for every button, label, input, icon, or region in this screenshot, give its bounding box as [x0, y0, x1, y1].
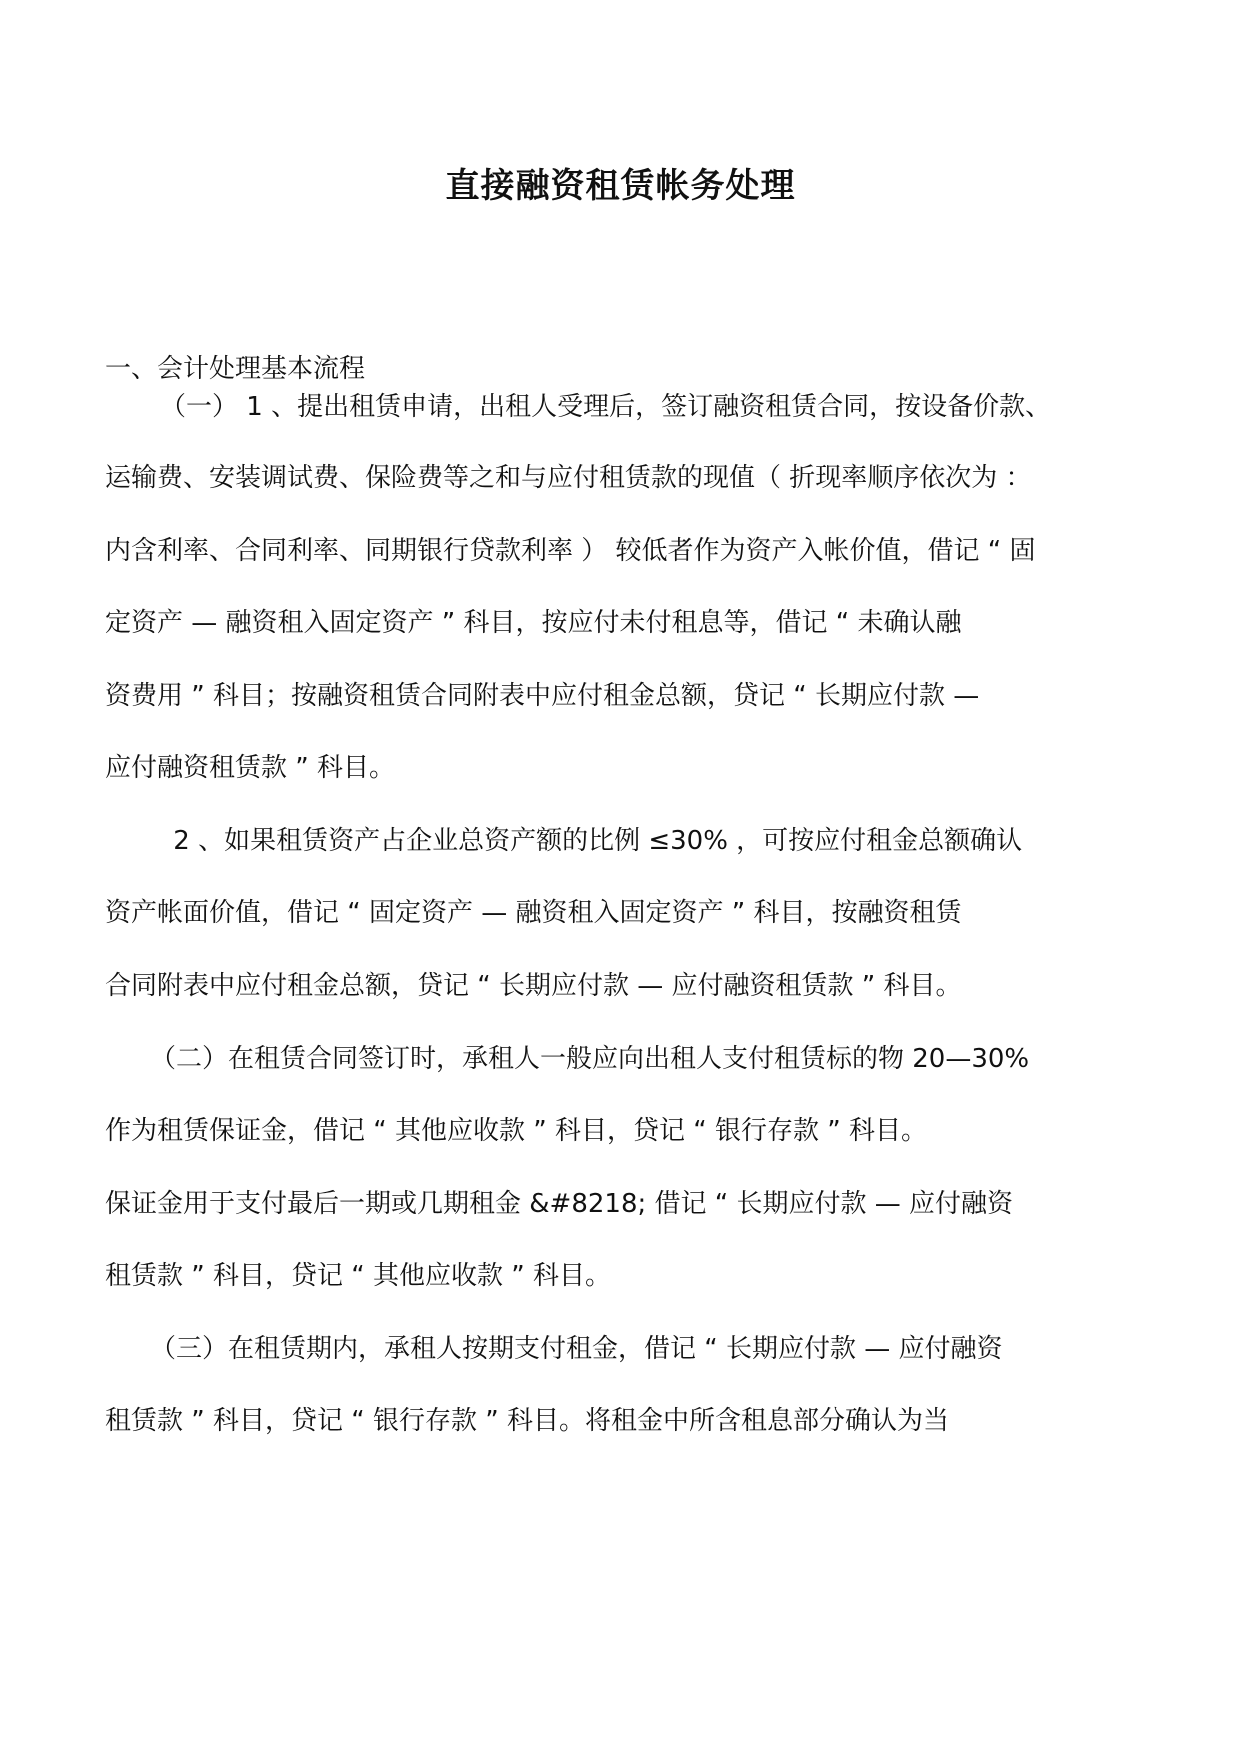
paragraph-line: 租赁款 ” 科目，贷记 “ 银行存款 ” 科目。将租金中所含租息部分确认为当	[105, 1406, 949, 1436]
paragraph-line: （一） 1 、提出租赁申请，出租人受理后，签订融资租赁合同，按设备价款、	[160, 392, 1052, 422]
paragraph-line: 租赁款 ” 科目，贷记 “ 其他应收款 ” 科目。	[105, 1261, 611, 1291]
paragraph-line: 保证金用于支付最后一期或几期租金 &#8218; 借记 “ 长期应付款 — 应付融资	[105, 1189, 1014, 1219]
paragraph-line: 运输费、安装调试费、保险费等之和与应付租赁款的现值（ 折现率顺序依次为 ：	[105, 463, 1032, 493]
section-heading: 一、会计处理基本流程	[105, 354, 366, 384]
paragraph-line: 2 、如果租赁资产占企业总资产额的比例 ≤30% ，可按应付租金总额确认	[165, 826, 1023, 856]
paragraph-line: 定资产 — 融资租入固定资产 ” 科目，按应付未付租息等，借记 “ 未确认融	[105, 608, 962, 638]
paragraph-line: 资费用 ” 科目；按融资租赁合同附表中应付租金总额，贷记 “ 长期应付款 —	[105, 681, 980, 711]
paragraph-line: 内含利率、合同利率、同期银行贷款利率 ） 较低者作为资产入帐价值，借记 “ 固	[105, 536, 1036, 566]
paragraph-line: 资产帐面价值，借记 “ 固定资产 — 融资租入固定资产 ” 科目，按融资租赁	[105, 898, 962, 928]
paragraph-line: （三）在租赁期内，承租人按期支付租金，借记 “ 长期应付款 — 应付融资	[150, 1334, 1003, 1364]
document-title: 直接融资租赁帐务处理	[445, 166, 796, 206]
paragraph-line: 应付融资租赁款 ” 科目。	[105, 753, 395, 783]
paragraph-line: 合同附表中应付租金总额，贷记 “ 长期应付款 — 应付融资租赁款 ” 科目。	[105, 971, 962, 1001]
paragraph-line: 作为租赁保证金，借记 “ 其他应收款 ” 科目，贷记 “ 银行存款 ” 科目。	[105, 1116, 927, 1146]
paragraph-line: （二）在租赁合同签订时，承租人一般应向出租人支付租赁标的物 20—30%	[150, 1044, 1030, 1074]
